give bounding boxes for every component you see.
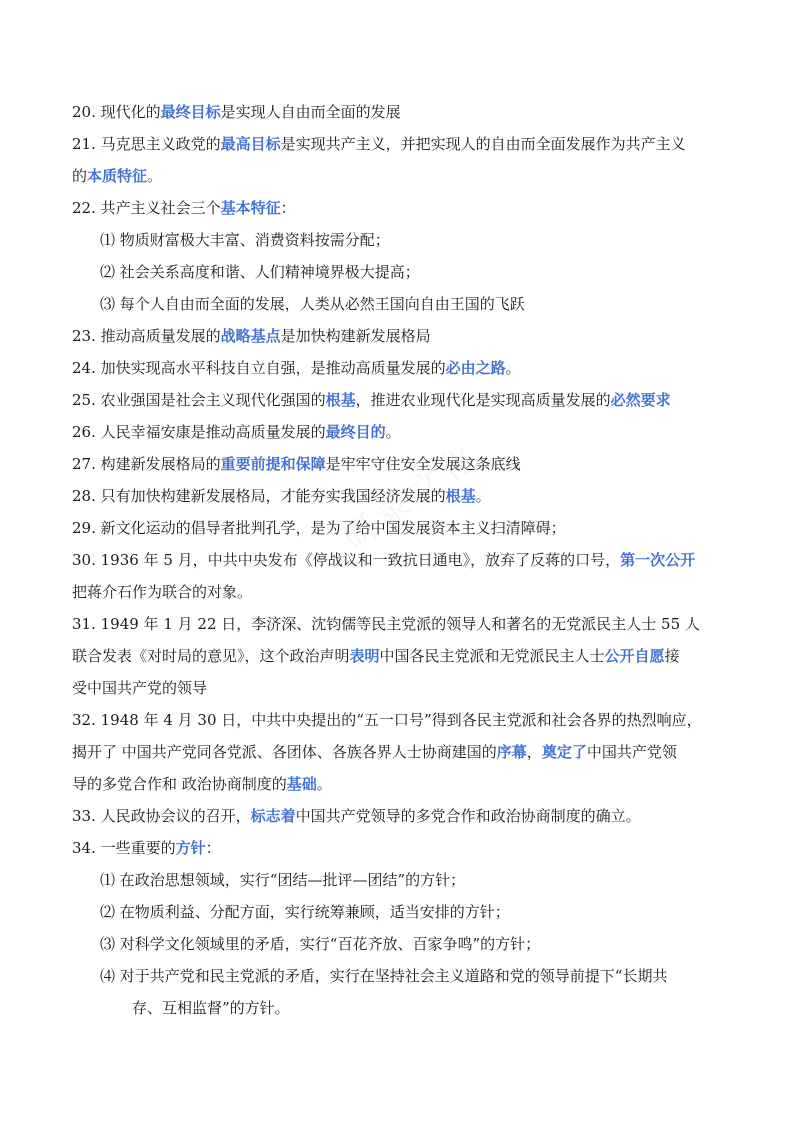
text-segment: 21. 马克思主义政党的 <box>72 135 221 153</box>
highlighted-term: 标志着 <box>250 807 296 825</box>
text-line <box>72 160 732 192</box>
highlighted-term: 战略基点 <box>220 327 281 345</box>
text-segment: 25. 农业强国是社会主义现代化强国的 <box>72 391 326 409</box>
text-line <box>72 704 732 736</box>
text-line <box>72 512 732 544</box>
text-segment: 。 <box>147 167 163 185</box>
text-segment: 受中国共产党的领导 <box>72 679 208 697</box>
text-line <box>72 640 732 672</box>
highlighted-term: 必由之路 <box>445 359 506 377</box>
text-segment: ⑴ 在政治思想领域，实行“团结—批评—团结”的方针； <box>100 871 466 889</box>
text-segment: ： <box>205 839 221 857</box>
text-segment: ⑴ 物质财富极大丰富、消费资料按需分配； <box>100 231 390 249</box>
text-segment: 26. 人民幸福安康是推动高质量发展的 <box>72 423 326 441</box>
text-line <box>72 768 732 800</box>
highlighted-term: 最终目的 <box>325 423 386 441</box>
document-body <box>72 96 732 1024</box>
highlighted-term: 重要前提和保障 <box>220 455 326 473</box>
text-line <box>72 384 732 416</box>
text-line <box>72 224 732 256</box>
text-segment: 中国共产党领 <box>586 743 677 761</box>
text-segment: 31. 1949 年 1 月 22 日，李济深、沈钧儒等民主党派的领导人和著名的无党派民主人士 55 人 <box>72 615 700 633</box>
text-segment: 22. 共产主义社会三个 <box>72 199 221 217</box>
highlighted-term: 第一次公开 <box>620 551 696 569</box>
text-segment: 是实现共产主义，并把实现人的自由而全面发展作为共产主义 <box>280 135 686 153</box>
text-line <box>72 864 732 896</box>
text-segment: 32. 1948 年 4 月 30 日，中共中央提出的“五一口号”得到各民主党派和社会各界的热烈响应， <box>72 711 702 729</box>
text-line <box>72 576 732 608</box>
text-segment: 是牢牢守住安全发展这条底线 <box>325 455 521 473</box>
text-segment: 中国共产党领导的多党合作和政治协商制度的确立。 <box>295 807 641 825</box>
text-line <box>72 192 732 224</box>
text-segment: 。 <box>385 423 401 441</box>
text-segment: 。 <box>475 487 491 505</box>
highlighted-term: 方针 <box>175 839 206 857</box>
text-segment: ： <box>280 199 296 217</box>
text-line <box>72 800 732 832</box>
text-line <box>72 608 732 640</box>
text-segment: 是实现人自由而全面的发展 <box>220 103 401 121</box>
text-line <box>72 352 732 384</box>
highlighted-term: 必然要求 <box>610 391 671 409</box>
text-segment: ⑶ 对科学文化领域里的矛盾，实行“百花齐放、百家争鸣”的方针； <box>100 935 541 953</box>
text-segment: ⑵ 社会关系高度和谐、人们精神境界极大提高； <box>100 263 420 281</box>
highlighted-term: 最高目标 <box>220 135 281 153</box>
text-segment: ⑵ 在物质利益、分配方面，实行统筹兼顾，适当安排的方针； <box>100 903 510 921</box>
highlighted-term: 根基 <box>445 487 476 505</box>
text-segment: 联合发表《对时局的意见》，这个政治声明 <box>72 647 350 665</box>
text-line <box>72 480 732 512</box>
text-segment: 。 <box>316 775 332 793</box>
text-line <box>72 256 732 288</box>
text-segment: 34. 一些重要的 <box>72 839 176 857</box>
text-segment: ，推进农业现代化是实现高质量发展的 <box>355 391 611 409</box>
highlighted-term: 最终目标 <box>160 103 221 121</box>
text-segment: 是加快构建新发展格局 <box>280 327 431 345</box>
text-segment: 29. 新文化运动的倡导者批判孔学，是为了给中国发展资本主义扫清障碍； <box>72 519 566 537</box>
text-segment: ⑷ 对于共产党和民主党派的矛盾，实行在坚持社会主义道路和党的领导前提下“长期共 <box>100 967 668 985</box>
text-segment: 20. 现代化的 <box>72 103 161 121</box>
text-segment: ， <box>526 743 542 761</box>
text-segment: 存、互相监督”的方针。 <box>132 999 290 1017</box>
text-segment: 。 <box>505 359 521 377</box>
text-segment: 27. 构建新发展格局的 <box>72 455 221 473</box>
text-line <box>72 128 732 160</box>
text-line <box>72 448 732 480</box>
text-line <box>72 960 732 992</box>
highlighted-term: 表明 <box>349 647 380 665</box>
highlighted-term: 基础 <box>286 775 317 793</box>
text-segment: 33. 人民政协会议的召开， <box>72 807 251 825</box>
text-line <box>72 992 732 1024</box>
text-line <box>72 320 732 352</box>
text-segment: 的 <box>72 167 88 185</box>
text-line <box>72 736 732 768</box>
text-segment: ⑶ 每个人自由而全面的发展，人类从必然王国向自由王国的飞跃 <box>100 295 525 313</box>
highlighted-term: 根基 <box>325 391 356 409</box>
highlighted-term: 序幕 <box>496 743 527 761</box>
text-line <box>72 288 732 320</box>
text-segment: 接 <box>664 647 680 665</box>
highlighted-term: 奠定了 <box>541 743 587 761</box>
text-line <box>72 928 732 960</box>
text-line <box>72 672 732 704</box>
highlighted-term: 公开自愿 <box>604 647 665 665</box>
text-line <box>72 896 732 928</box>
text-segment: 30. 1936 年 5 月，中共中央发布《停战议和一致抗日通电》，放弃了反蒋的口号， <box>72 551 621 569</box>
highlighted-term: 基本特征 <box>220 199 281 217</box>
text-line <box>72 832 732 864</box>
text-segment: 24. 加快实现高水平科技自立自强，是推动高质量发展的 <box>72 359 446 377</box>
text-segment: 中国各民主党派和无党派民主人士 <box>379 647 605 665</box>
text-segment: 23. 推动高质量发展的 <box>72 327 221 345</box>
text-segment: 导的多党合作和 政治协商制度的 <box>72 775 287 793</box>
text-segment: 28. 只有加快构建新发展格局，才能夯实我国经济发展的 <box>72 487 446 505</box>
text-segment: 把蒋介石作为联合的对象。 <box>72 583 253 601</box>
text-line <box>72 544 732 576</box>
text-line <box>72 96 732 128</box>
text-segment: 揭开了 中国共产党同各党派、各团体、各族各界人士协商建国的 <box>72 743 497 761</box>
text-line <box>72 416 732 448</box>
highlighted-term: 本质特征 <box>87 167 148 185</box>
